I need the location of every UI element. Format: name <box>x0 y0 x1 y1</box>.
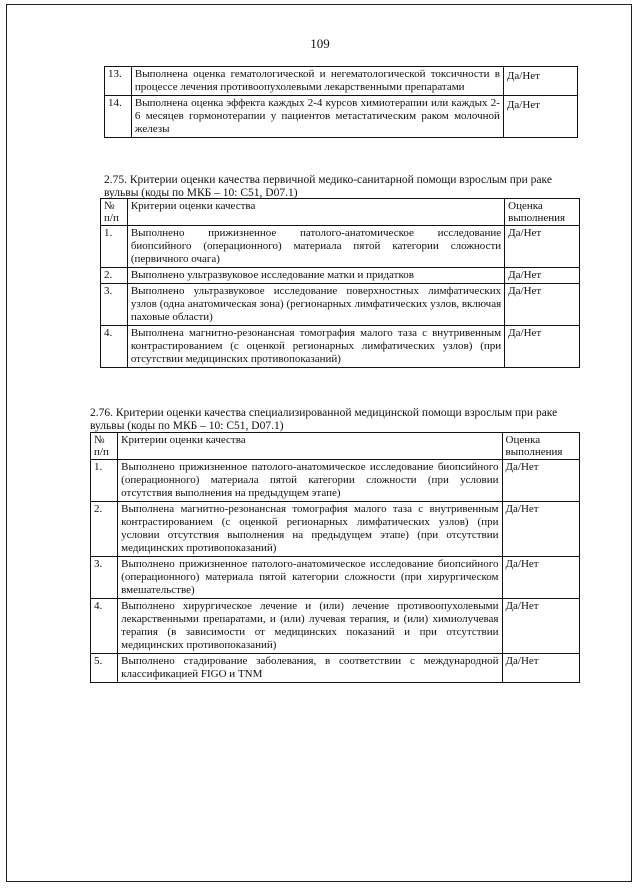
table-row <box>101 268 580 284</box>
criteria-table-2-75 <box>100 198 580 368</box>
evaluation-cell: Да/Нет <box>505 284 580 326</box>
evaluation-cell: Да/Нет <box>505 268 580 284</box>
table-row <box>91 557 580 599</box>
header-number: № п/п <box>101 199 128 226</box>
section-title-2-75: 2.75. Критерии оценки качества первичной медико-санитарной помощи взрослым при раке вульвы (коды по МКБ – 10: С51, D07.1) <box>104 174 552 199</box>
header-evaluation: Оценка выполнения <box>502 433 580 460</box>
page-number: 109 <box>310 36 330 51</box>
evaluation-cell: Да/Нет <box>502 502 580 557</box>
criterion-text: Выполнено ультразвуковое исследование матки и придатков <box>127 268 504 284</box>
table-row <box>91 460 580 502</box>
criterion-text: Выполнена магнитно-резонансная томография малого таза с внутривенным контрастированием (с оценкой регионарных лимфатических узлов) (при условии отсутствия выполнения на предыдущем этапе) (при отсутствии медицинских противопоказаний) <box>118 502 502 557</box>
criterion-text: Выполнена оценка гематологической и негематологической токсичности в процессе лечения противоопухолевыми лекарственными препаратами <box>131 67 503 96</box>
evaluation-cell: Да/Нет <box>503 67 577 96</box>
criterion-text: Выполнено прижизненное патолого-анатомическое исследование биопсийного (операционного) материала пятой категории сложности (при хирургическом вмешательстве) <box>118 557 502 599</box>
criterion-text: Выполнено прижизненное патолого-анатомическое исследование биопсийного (операционного) материала пятой категории сложности (первичного очага) <box>127 226 504 268</box>
evaluation-cell: Да/Нет <box>502 654 580 683</box>
section-title-2-76: 2.76. Критерии оценки качества специализированной медицинской помощи взрослым при раке вульвы (коды по МКБ – 10: С51, D07.1) <box>90 407 558 432</box>
criterion-text: Выполнено ультразвуковое исследование поверхностных лимфатических узлов (одна анатомическая зона) (регионарных лимфатических узлов, включая паховые области) <box>127 284 504 326</box>
row-number: 4. <box>91 599 118 654</box>
row-number: 2. <box>101 268 128 284</box>
table-header-row <box>91 433 580 460</box>
criterion-text: Выполнено стадирование заболевания, в соответствии с международной классификацией FIGO и TNM <box>118 654 502 683</box>
criteria-table-2-76 <box>90 432 580 683</box>
criterion-text: Выполнено хирургическое лечение и (или) лечение противоопухолевыми лекарственными препаратами, и (или) лучевая терапия, и (или) химиолучевая терапия (в зависимости от медицинских показаний и при отсутствии медицинских противопоказаний) <box>118 599 502 654</box>
header-criteria: Критерии оценки качества <box>127 199 504 226</box>
evaluation-cell: Да/Нет <box>505 326 580 368</box>
evaluation-cell: Да/Нет <box>503 96 577 138</box>
row-number: 1. <box>101 226 128 268</box>
row-number: 5. <box>91 654 118 683</box>
header-evaluation: Оценка выполнения <box>505 199 580 226</box>
table-header-row <box>101 199 580 226</box>
criterion-text: Выполнено прижизненное патолого-анатомическое исследование биопсийного (операционного) материала пятой категории сложности (при условии отсутствия выполнения на предыдущем этапе) <box>118 460 502 502</box>
header-number: № п/п <box>91 433 118 460</box>
row-number: 3. <box>91 557 118 599</box>
row-number: 14. <box>105 96 132 138</box>
evaluation-cell: Да/Нет <box>502 557 580 599</box>
row-number: 13. <box>105 67 132 96</box>
table-row <box>91 654 580 683</box>
criterion-text: Выполнена оценка эффекта каждых 2-4 курсов химиотерапии или каждых 2-6 месяцев гормонотерапии у пациентов метастатическим раком молочной железы <box>131 96 503 138</box>
evaluation-cell: Да/Нет <box>502 460 580 502</box>
table-row <box>91 502 580 557</box>
header-criteria: Критерии оценки качества <box>118 433 502 460</box>
table-row <box>101 226 580 268</box>
criterion-text: Выполнена магнитно-резонансная томография малого таза с внутривенным контрастированием (с оценкой регионарных лимфатических узлов) (при отсутствии медицинских противопоказаний) <box>127 326 504 368</box>
criteria-table-continued <box>104 66 578 138</box>
table-row <box>105 96 578 138</box>
table-row <box>105 67 578 96</box>
table-row <box>91 599 580 654</box>
evaluation-cell: Да/Нет <box>505 226 580 268</box>
row-number: 4. <box>101 326 128 368</box>
table-row <box>101 284 580 326</box>
row-number: 1. <box>91 460 118 502</box>
table-row <box>101 326 580 368</box>
evaluation-cell: Да/Нет <box>502 599 580 654</box>
row-number: 3. <box>101 284 128 326</box>
row-number: 2. <box>91 502 118 557</box>
